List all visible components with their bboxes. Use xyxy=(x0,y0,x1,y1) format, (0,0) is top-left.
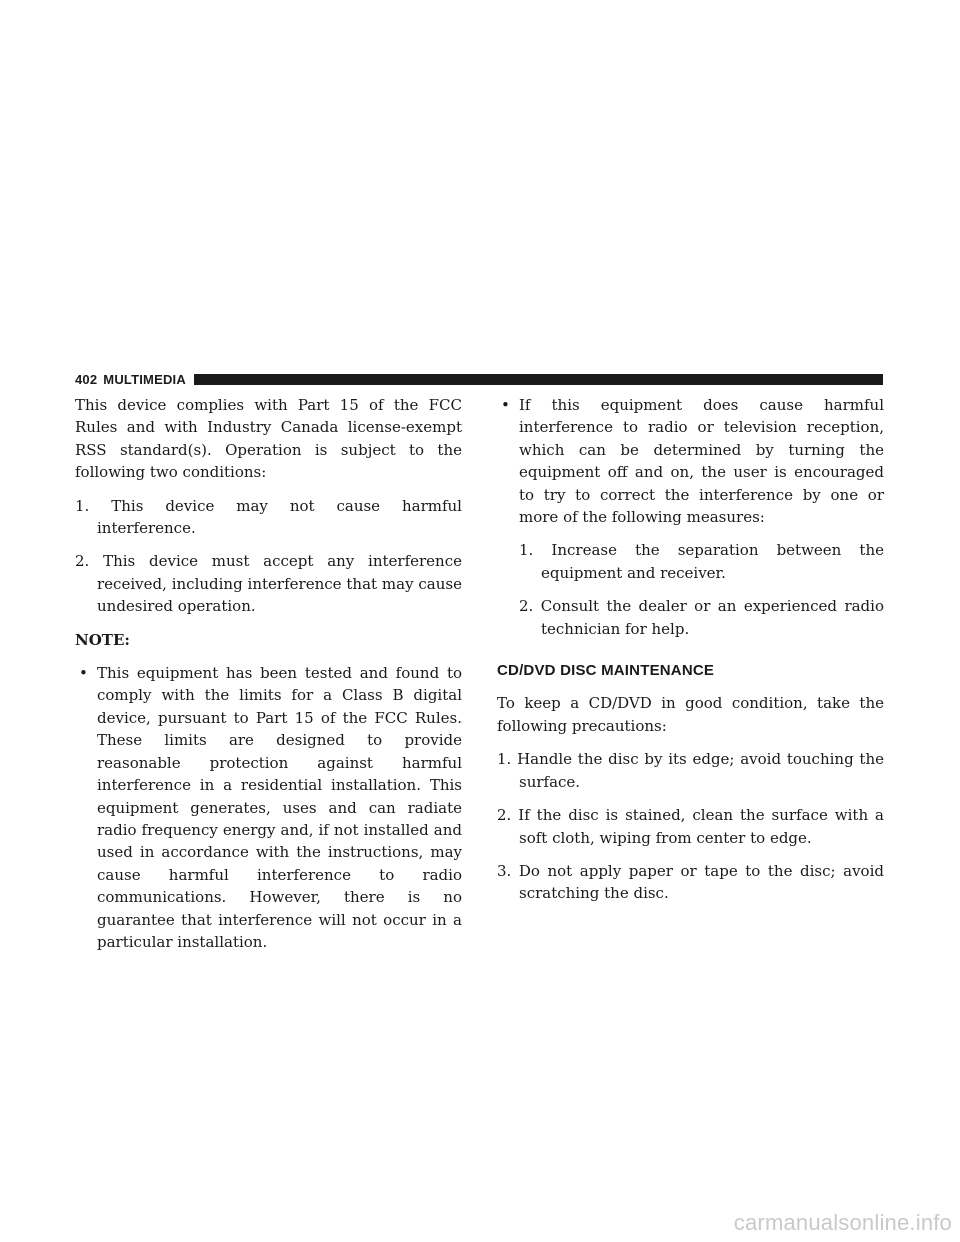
condition-1 xyxy=(75,495,462,540)
step-2-number: 2. xyxy=(497,806,512,825)
measure-1 xyxy=(519,539,884,584)
condition-2 xyxy=(75,550,462,617)
step-3-number: 3. xyxy=(497,861,512,880)
bullet-icon: • xyxy=(501,396,510,414)
header-rule xyxy=(194,374,883,385)
measure-2 xyxy=(519,595,884,640)
page-number: 402 xyxy=(75,371,98,387)
note-label: NOTE: xyxy=(75,630,130,649)
condition-1-number: 1. xyxy=(75,496,90,515)
bullet-class-b xyxy=(75,662,462,953)
bullet-class-b-text: This equipment has been tested and found to comply with the limits for a Class B digital device, pursuant to Part 15 of the FCC Rules. These limits are designed to provide reasonable protection against harmful interference in a residential installation. This equipment generates, uses and can radiate radio frequency energy and, if not installed and used in accordance with the instructions, may cause harmful interference to radio communications. However, there is no guarantee that interference will not occur in a particular installation. xyxy=(97,664,462,951)
measure-1-number: 1. xyxy=(519,541,534,560)
condition-2-text: This device must accept any interference received, including interference that may cause undesired operation. xyxy=(97,552,462,616)
bullet-interference-text: If this equipment does cause harmful interference to radio or television reception, which can be determined by turning the equipment off and on, the user is encouraged to try to correct the interference by one or more of the following measures: xyxy=(519,396,884,527)
fcc-intro: This device complies with Part 15 of the FCC Rules and with Industry Canada license-exempt RSS standard(s). Operation is subject to the following two conditions: xyxy=(75,396,462,482)
watermark: carmanualsonline.info xyxy=(733,1210,952,1235)
measure-2-text: Consult the dealer or an experienced radio technician for help. xyxy=(540,597,884,638)
left-column xyxy=(75,394,462,964)
step-2 xyxy=(497,804,884,849)
bullet-interference xyxy=(497,394,884,528)
step-2-text: If the disc is stained, clean the surface with a soft cloth, wiping from center to edge. xyxy=(518,806,884,847)
step-1 xyxy=(497,748,884,793)
step-1-number: 1. xyxy=(497,750,512,769)
step-1-text: Handle the disc by its edge; avoid touching the surface. xyxy=(517,750,884,791)
bullet-icon: • xyxy=(79,664,88,683)
condition-2-number: 2. xyxy=(75,552,90,571)
condition-1-text: This device may not cause harmful interference. xyxy=(97,496,462,538)
section-title: MULTIMEDIA xyxy=(103,371,186,387)
page-header xyxy=(75,372,883,386)
step-3 xyxy=(497,860,884,905)
measure-2-number: 2. xyxy=(519,597,534,616)
step-3-text: Do not apply paper or tape to the disc; avoid scratching the disc. xyxy=(518,861,884,903)
disc-intro: To keep a CD/DVD in good condition, take the following precautions: xyxy=(497,694,884,735)
right-column xyxy=(497,394,884,916)
measure-1-text: Increase the separation between the equipment and receiver. xyxy=(541,541,884,582)
section-heading: CD/DVD DISC MAINTENANCE xyxy=(497,662,715,680)
